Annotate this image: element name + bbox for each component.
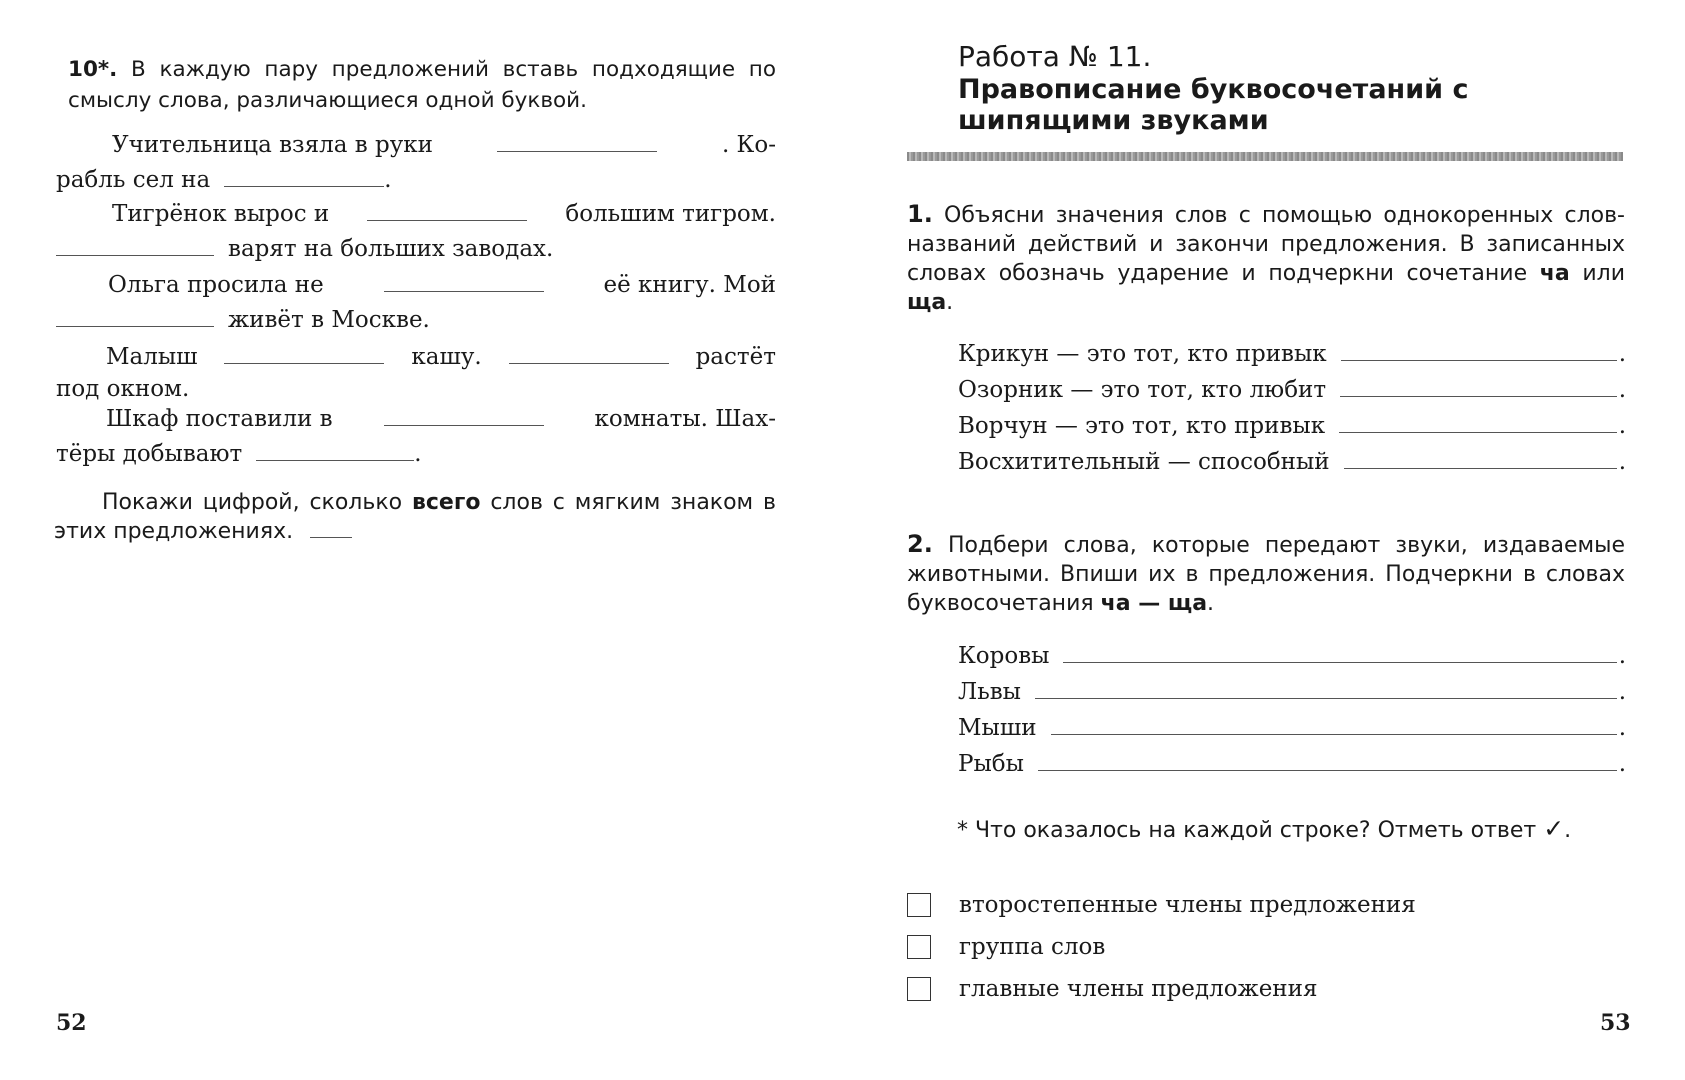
answer-blank[interactable] xyxy=(367,220,527,221)
exercise-2-lines xyxy=(958,638,1626,782)
check-mark-icon: ✓ xyxy=(1543,814,1565,843)
answer-blank[interactable] xyxy=(384,425,544,426)
fill-line: Рыбы . xyxy=(958,746,1626,782)
sentence-pair-5 xyxy=(56,402,776,472)
sentence-text: её книгу. Мой xyxy=(603,272,776,298)
sentence-pair-4 xyxy=(56,340,776,403)
checkbox[interactable] xyxy=(907,977,931,1001)
option-row xyxy=(907,884,1625,926)
answer-blank[interactable] xyxy=(256,460,414,461)
answer-blank[interactable] xyxy=(1340,396,1617,397)
fill-line: Озорник — это тот, кто любит . xyxy=(958,372,1626,408)
sentence-text: комнаты. Шах- xyxy=(594,406,776,432)
sentence-line xyxy=(56,163,776,198)
work-number: Работа № 11. xyxy=(958,40,1152,73)
exercise-1-lines xyxy=(958,336,1626,480)
sentence-line xyxy=(56,375,776,403)
answer-blank[interactable] xyxy=(1063,662,1616,663)
sentence-text: кашу. xyxy=(411,344,482,370)
sentence-text: тёры добывают xyxy=(56,441,243,467)
sentence-line xyxy=(56,402,776,437)
checkbox[interactable] xyxy=(907,893,931,917)
summary-bold: всего xyxy=(411,490,481,515)
exercise-text: Подбери слова, которые передают звуки, издаваемые животными. Впиши их в предложения. Подчеркни в словах буквосочетания xyxy=(907,533,1625,616)
fill-label: Восхитительный — способный xyxy=(958,449,1330,475)
sentence-text: живёт в Москве. xyxy=(228,307,430,333)
answer-blank[interactable] xyxy=(224,363,384,364)
task-number: 10*. xyxy=(68,57,118,82)
left-page xyxy=(0,0,842,1080)
option-row xyxy=(907,968,1625,1010)
option-label: второстепенные члены предложения xyxy=(959,892,1416,918)
fill-line: Мыши . xyxy=(958,710,1626,746)
star-question xyxy=(907,814,1625,845)
exercise-2-instructions xyxy=(907,530,1625,618)
sentence-pair-2 xyxy=(56,197,776,267)
answer-blank[interactable] xyxy=(1341,360,1617,361)
sentence-pair-3 xyxy=(56,268,776,338)
right-page xyxy=(842,0,1685,1080)
fill-line: Ворчун — это тот, кто привык . xyxy=(958,408,1626,444)
answer-blank[interactable] xyxy=(1035,698,1617,699)
exercise-number: 2. xyxy=(907,530,933,558)
sentence-line xyxy=(56,197,776,232)
fill-label: Ворчун — это тот, кто привык xyxy=(958,413,1326,439)
task-10-instructions xyxy=(68,54,776,116)
sentence-line xyxy=(56,268,776,303)
exercise-bold: ча — ща xyxy=(1100,591,1208,616)
checkbox[interactable] xyxy=(907,935,931,959)
option-label: главные члены предложения xyxy=(959,976,1318,1002)
exercise-text: Объясни значения слов с помощью однокоренных слов-названий действий и закончи предложения. В записанных словах обозначь ударение и подчеркни сочетание xyxy=(907,203,1625,286)
sentence-line xyxy=(56,232,776,267)
answer-blank[interactable] xyxy=(310,537,352,538)
summary-text: слов с мягким знаком в этих предложениях. xyxy=(54,490,776,544)
answer-blank[interactable] xyxy=(384,291,544,292)
sentence-text: рабль сел на xyxy=(56,167,211,193)
sentence-text: Шкаф поставили в xyxy=(106,406,333,432)
page-number-right: 53 xyxy=(1600,1010,1631,1036)
answer-blank[interactable] xyxy=(56,326,214,327)
answer-blank[interactable] xyxy=(1344,468,1617,469)
fill-line: Крикун — это тот, кто привык . xyxy=(958,336,1626,372)
fill-label: Коровы xyxy=(958,643,1050,669)
exercise-1-instructions xyxy=(907,200,1625,317)
answer-blank[interactable] xyxy=(56,255,214,256)
sentence-text: . xyxy=(414,441,422,467)
option-row xyxy=(907,926,1625,968)
sentence-line xyxy=(56,303,776,338)
sentence-line xyxy=(56,340,776,375)
sentence-text: растёт xyxy=(695,344,776,370)
exercise-bold: ча xyxy=(1539,261,1570,286)
exercise-text: . xyxy=(1207,591,1215,616)
sentence-text: под окном. xyxy=(56,376,190,402)
answer-blank[interactable] xyxy=(224,186,384,187)
fill-label: Львы xyxy=(958,679,1021,705)
answer-blank[interactable] xyxy=(1038,770,1617,771)
answer-blank[interactable] xyxy=(1339,432,1617,433)
fill-line: Львы . xyxy=(958,674,1626,710)
answer-blank[interactable] xyxy=(1051,734,1617,735)
sentence-text: варят на больших заводах. xyxy=(228,236,554,262)
fill-label: Озорник — это тот, кто любит xyxy=(958,377,1327,403)
sentence-line xyxy=(56,128,776,163)
exercise-number: 1. xyxy=(907,200,933,228)
question-text: * Что оказалось на каждой строке? Отметь ответ xyxy=(957,818,1544,843)
exercise-text: . xyxy=(946,290,954,315)
answer-options xyxy=(907,884,1625,1010)
page-number-left: 52 xyxy=(56,1010,87,1036)
answer-blank[interactable] xyxy=(509,363,669,364)
title-divider xyxy=(907,152,1623,161)
fill-label: Крикун — это тот, кто привык xyxy=(958,341,1327,367)
sentence-text: большим тигром. xyxy=(565,201,776,227)
work-title: Правописание буквосочетаний с шипящими звуками xyxy=(958,74,1469,136)
answer-blank[interactable] xyxy=(497,151,657,152)
fill-line: Восхитительный — способный . xyxy=(958,444,1626,480)
task-text: В каждую пару предложений вставь подходящие по смыслу слова, различающиеся одной буквой. xyxy=(68,57,776,113)
fill-line: Коровы . xyxy=(958,638,1626,674)
summary-question xyxy=(54,488,776,546)
fill-label: Мыши xyxy=(958,715,1037,741)
sentence-pair-1 xyxy=(56,128,776,198)
sentence-text: Малыш xyxy=(106,344,198,370)
exercise-text: или xyxy=(1569,261,1625,286)
sentence-text: Ольга просила не xyxy=(108,272,324,298)
exercise-bold: ща xyxy=(907,290,947,315)
sentence-text: Тигрёнок вырос и xyxy=(112,201,330,227)
sentence-text: . xyxy=(384,167,392,193)
option-label: группа слов xyxy=(959,934,1106,960)
sentence-text: Учительница взяла в руки xyxy=(112,132,433,158)
summary-text: Покажи цифрой, сколько xyxy=(102,490,412,515)
fill-label: Рыбы xyxy=(958,751,1024,777)
sentence-line xyxy=(56,437,776,472)
sentence-text: . Ко- xyxy=(721,132,776,158)
question-text: . xyxy=(1564,818,1572,843)
